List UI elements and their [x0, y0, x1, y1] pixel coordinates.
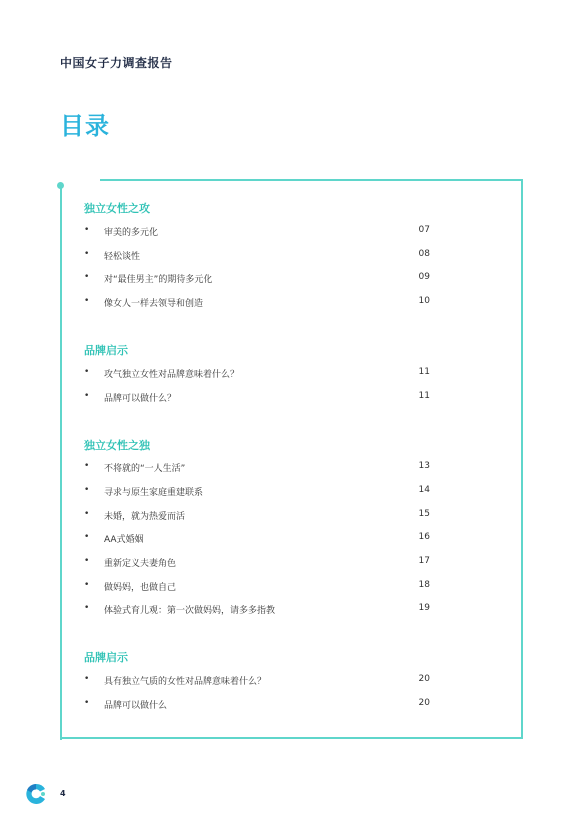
toc-entry-page: 09 [418, 272, 430, 282]
toc-entry-page: 19 [418, 603, 430, 613]
bullet: • [84, 485, 90, 495]
toc-entry-page: 07 [418, 225, 430, 235]
toc-entry[interactable] [84, 674, 430, 690]
bullet: • [84, 296, 90, 306]
toc-entry-page: 08 [418, 249, 430, 259]
toc-entry-label: 审美的多元化 [104, 228, 159, 238]
bullet: • [84, 391, 90, 401]
toc-entry-label: AA式婚姻 [104, 535, 144, 545]
toc-entry[interactable] [84, 603, 430, 619]
bullet: • [84, 461, 90, 471]
toc-entry-label: 重新定义夫妻角色 [104, 559, 177, 569]
toc-entry-page: 11 [418, 367, 430, 377]
section-title: 独立女性之独 [84, 439, 150, 452]
toc-entry[interactable] [84, 272, 430, 288]
toc-entry-label: 像女人一样去领导和创造 [104, 299, 204, 309]
report-title: 中国女子力调查报告 [60, 56, 173, 70]
bullet: • [84, 249, 90, 259]
bullet: • [84, 509, 90, 519]
toc-entry[interactable] [84, 225, 430, 241]
bullet: • [84, 580, 90, 590]
toc-entry-page: 14 [418, 485, 430, 495]
bullet: • [84, 272, 90, 282]
section-title: 品牌启示 [84, 651, 128, 664]
toc-entry-label: 品牌可以做什么？ [104, 394, 177, 404]
bullet: • [84, 603, 90, 613]
toc-entry-label: 体验式育儿观：第一次做妈妈，请多多指教 [104, 606, 276, 616]
toc-entry[interactable] [84, 367, 430, 383]
bullet: • [84, 674, 90, 684]
toc-entry[interactable] [84, 296, 430, 312]
toc-entry-label: 轻松谈性 [104, 252, 141, 262]
page-number: 4 [60, 789, 66, 798]
bullet: • [84, 532, 90, 542]
bullet: • [84, 556, 90, 566]
toc-entry-label: 做妈妈，也做自己 [104, 583, 177, 593]
bullet: • [84, 367, 90, 377]
bullet: • [84, 225, 90, 235]
toc-entry[interactable] [84, 485, 430, 501]
toc-entry[interactable] [84, 698, 430, 714]
toc-entry-page: 10 [418, 296, 430, 306]
section-title: 独立女性之攻 [84, 202, 150, 215]
toc-entry-label: 寻求与原生家庭重建联系 [104, 488, 204, 498]
toc-entry-page: 11 [418, 391, 430, 401]
toc-entry[interactable] [84, 532, 430, 548]
toc-entry-page: 13 [418, 461, 430, 471]
c-logo-icon [24, 782, 48, 806]
toc-heading: 目录 [60, 112, 110, 140]
toc-entry-label: 不将就的“一人生活” [104, 464, 186, 474]
toc-entry[interactable] [84, 509, 430, 525]
toc-entry-page: 17 [418, 556, 430, 566]
toc-entry-page: 20 [418, 698, 430, 708]
toc-frame-top-line [100, 179, 523, 181]
toc-entry-page: 18 [418, 580, 430, 590]
section-title: 品牌启示 [84, 344, 128, 357]
toc-entry-page: 20 [418, 674, 430, 684]
toc-entry-label: 具有独立气质的女性对品牌意味着什么？ [104, 677, 267, 687]
toc-entry[interactable] [84, 556, 430, 572]
bullet: • [84, 698, 90, 708]
toc-entry-label: 未婚，就为热爱而活 [104, 512, 186, 522]
toc-entry-page: 16 [418, 532, 430, 542]
toc-entry-label: 品牌可以做什么 [104, 701, 168, 711]
toc-entry-label: 对“最佳男主”的期待多元化 [104, 275, 213, 285]
toc-entry[interactable] [84, 461, 430, 477]
toc-entry[interactable] [84, 580, 430, 596]
toc-entry[interactable] [84, 391, 430, 407]
toc-frame-dot [57, 182, 64, 189]
toc-entry[interactable] [84, 249, 430, 265]
toc-entry-label: 攻气独立女性对品牌意味着什么？ [104, 370, 240, 380]
toc-entry-page: 15 [418, 509, 430, 519]
toc-frame-left-line [60, 186, 62, 740]
